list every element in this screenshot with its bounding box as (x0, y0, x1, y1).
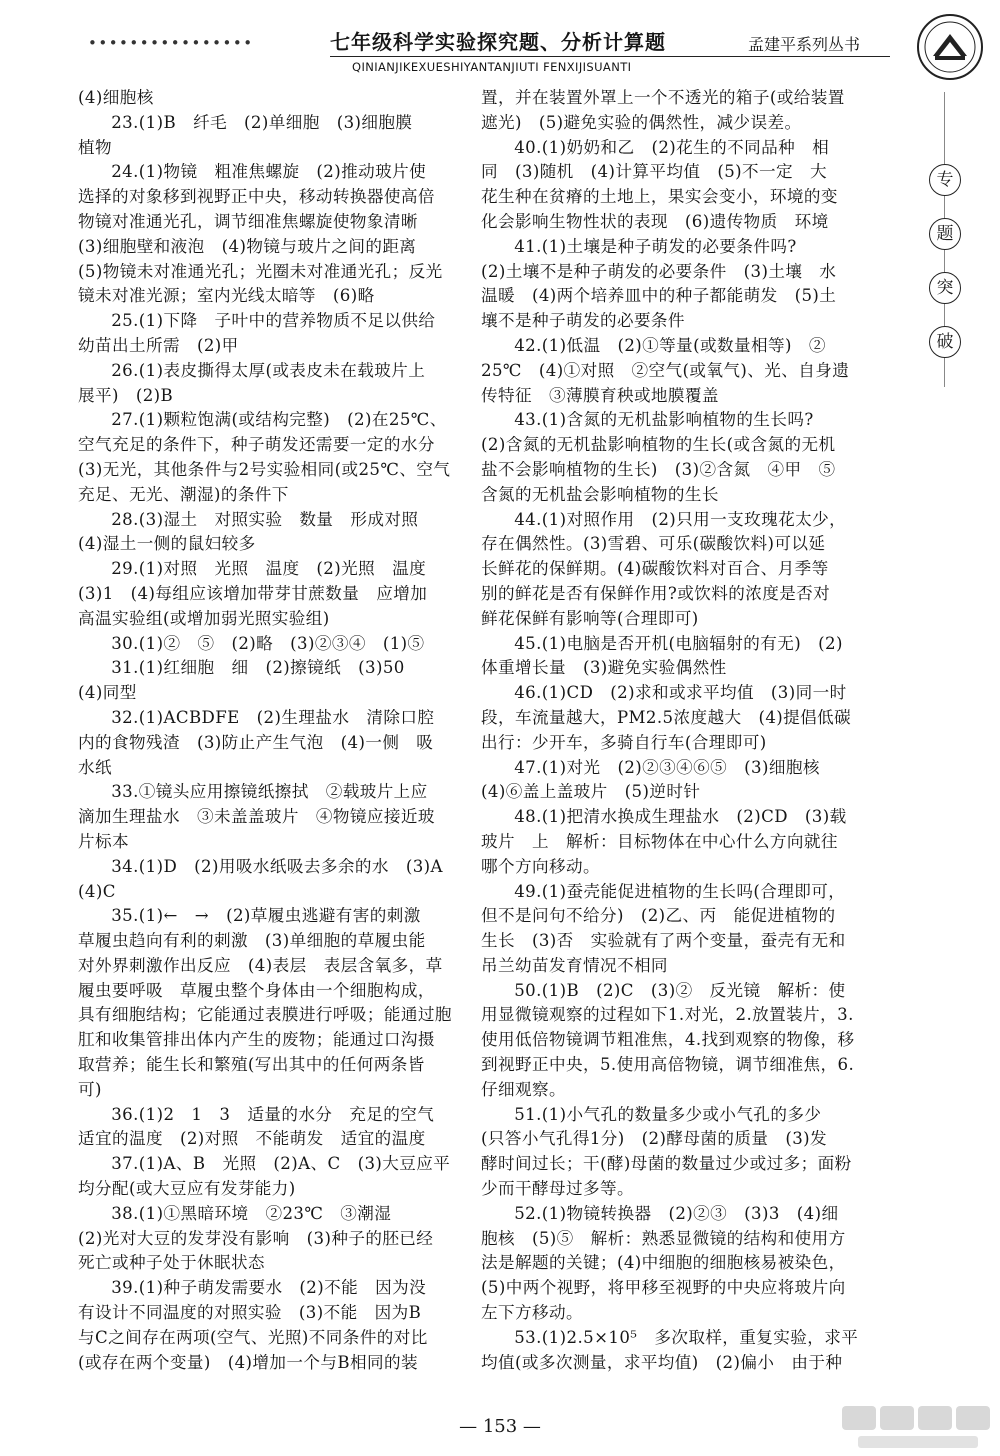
watermark-logo (838, 1402, 993, 1452)
answer-line: 存在偶然性。(3)雪碧、可乐(碳酸饮料)可以延 (481, 534, 826, 554)
answer-entry (481, 508, 891, 632)
answer-entry (78, 1276, 488, 1375)
answer-entry (78, 408, 488, 507)
answer-line: (4)C (78, 881, 116, 901)
answer-line: 高温实验组(或增加弱光照实验组) (78, 608, 330, 628)
answer-line: 死亡或种子处于休眠状态 (78, 1253, 265, 1273)
answer-entry (481, 1202, 891, 1326)
answer-entry (481, 1326, 891, 1376)
answer-entry (78, 160, 488, 309)
answer-line: (4)⑥盖上盖玻片 (5)逆时针 (481, 782, 701, 802)
answer-line: 体重增长量 (3)避免实验偶然性 (481, 658, 727, 678)
answer-line: 33.①镜头应用擦镜纸擦拭 ②载玻片上应 (111, 782, 428, 802)
answer-entry (78, 904, 488, 1102)
answer-line: 温暖 (4)两个培养皿中的种子都能萌发 (5)土 (481, 286, 837, 306)
left-answer-column (78, 86, 488, 1375)
answer-line: 45.(1)电脑是否开机(电脑辐射的有无) (2) (514, 633, 843, 653)
answer-line: 仔细观察。 (481, 1079, 566, 1099)
answer-line: 镜未对准光源；室内光线太暗等 (6)略 (78, 286, 375, 306)
answer-line: 39.(1)种子萌发需要水 (2)不能 因为没 (111, 1278, 427, 1298)
answer-line: 化会影响生物性状的表现 (6)遗传物质 环境 (481, 211, 829, 231)
answer-line: 取营养；能生长和繁殖(写出其中的任何两条皆 (78, 1055, 425, 1075)
answer-entry (78, 111, 488, 161)
answer-line: 生长 (3)否 实验就有了两个变量，蚕壳有无和 (481, 931, 846, 951)
answer-line: 酵时间过长；干(酵)母菌的数量过少或过多；面粉 (481, 1154, 852, 1174)
answer-line: 植物 (78, 137, 112, 157)
answer-entry (78, 656, 488, 706)
answer-line: 壤不是种子萌发的必要条件 (481, 311, 685, 331)
answer-line: (2)含氮的无机盐影响植物的生长(或含氮的无机 (481, 435, 836, 455)
answer-entry (78, 557, 488, 631)
sidebar-char: 突 (929, 272, 961, 304)
answer-line: 履虫要呼吸 草履虫整个身体由一个细胞构成， (78, 980, 435, 1000)
answer-line: 对外界刺激作出反应 (4)表层 表层含氧多，草 (78, 955, 443, 975)
answer-line: 与C之间存在两项(空气、光照)不同条件的对比 (78, 1327, 428, 1347)
answer-entry (78, 86, 488, 111)
answer-line: 43.(1)含氮的无机盐影响植物的生长吗? (514, 410, 814, 430)
answer-line: 有设计不同温度的对照实验 (3)不能 因为B (78, 1303, 422, 1323)
answer-entry (481, 681, 891, 755)
answer-line: 幼苗出土所需 (2)甲 (78, 335, 239, 355)
answer-line: (4)同型 (78, 683, 137, 703)
answer-line: 到视野正中央，5.使用高倍物镜，调节细准焦，6. (481, 1055, 855, 1075)
answer-line: 49.(1)蚕壳能促进植物的生长吗(合理即可， (514, 881, 846, 901)
answer-line: 哪个方向移动。 (481, 856, 600, 876)
answer-line: 37.(1)A、B 光照 (2)A、C (3)大豆应平 (111, 1154, 451, 1174)
answer-line: 44.(1)对照作用 (2)只用一支玫瑰花太少， (514, 509, 847, 529)
answer-line: 51.(1)小气孔的数量多少或小气孔的多少 (514, 1104, 822, 1124)
answer-line: 28.(3)湿土 对照实验 数量 形成对照 (111, 509, 419, 529)
answer-line: (只答小气孔得1分) (2)酵母菌的质量 (3)发 (481, 1129, 828, 1149)
answer-line: 53.(1)2.5×10⁵ 多次取样，重复实验，求平 (514, 1327, 859, 1347)
answer-entry (481, 235, 891, 334)
answer-line: 鲜花保鲜有影响等(合理即可) (481, 608, 699, 628)
series-name: 孟建平系列丛书 (748, 35, 861, 54)
answer-entry (78, 1202, 488, 1276)
answer-line: 34.(1)D (2)用吸水纸吸去多余的水 (3)A (111, 856, 443, 876)
answer-line: 长鲜花的保鲜期。(4)碳酸饮料对百合、月季等 (481, 559, 829, 579)
answer-line: 25℃ (4)①对照 ②空气(或氧气)、光、自身遗 (481, 360, 850, 380)
answer-line: 29.(1)对照 光照 温度 (2)光照 温度 (111, 559, 427, 579)
answer-line: (2)光对大豆的发芽没有影响 (3)种子的胚已经 (78, 1228, 434, 1248)
answer-line: 52.(1)物镜转换器 (2)②③ (3)3 (4)细 (514, 1203, 839, 1223)
answer-line: 38.(1)①黑暗环境 ②23℃ ③潮湿 (111, 1203, 392, 1223)
answer-entry (481, 632, 891, 682)
answer-line: 46.(1)CD (2)求和或求平均值 (3)同一时 (514, 683, 847, 703)
answer-entry (78, 309, 488, 359)
answer-entry (78, 780, 488, 854)
answer-line: 胞核 (5)⑤ 解析：熟悉显微镜的结构和使用方 (481, 1228, 846, 1248)
answer-line: (5)中两个视野，将甲移至视野的中央应将玻片向 (481, 1278, 846, 1298)
answer-line: 可) (78, 1079, 102, 1099)
right-answer-column (481, 86, 891, 1375)
section-sidebar (926, 150, 964, 380)
header-dots: •••••••••••••••• (88, 34, 254, 52)
answer-entry (78, 359, 488, 409)
answer-line: 肛和收集管排出体内产生的废物；能通过口沟摄 (78, 1030, 435, 1050)
answer-line: 空气充足的条件下，种子萌发还需要一定的水分 (78, 435, 435, 455)
answer-line: 47.(1)对光 (2)②③④⑥⑤ (3)细胞核 (514, 757, 820, 777)
answer-line: 26.(1)表皮撕得太厚(或表皮未在载玻片上 (111, 360, 426, 380)
answer-line: 25.(1)下降 子叶中的营养物质不足以供给 (111, 311, 436, 331)
answer-entry (78, 706, 488, 780)
answer-line: 法是解题的关键；(4)中细胞的细胞核易被染色， (481, 1253, 846, 1273)
answer-line: 42.(1)低温 (2)①等量(或数量相等) ② (514, 335, 826, 355)
answer-line: 草履虫趋向有利的刺激 (3)单细胞的草履虫能 (78, 931, 426, 951)
answer-line: 31.(1)红细胞 细 (2)擦镜纸 (3)50 (111, 658, 405, 678)
answer-line: 盐不会影响植物的生长) (3)②含氮 ④甲 ⑤ (481, 459, 836, 479)
answer-line: 35.(1)← → (2)草履虫逃避有害的刺激 (111, 906, 421, 926)
answer-line: 使用低倍物镜调节粗准焦，4.找到观察的物像，移 (481, 1030, 855, 1050)
answer-entry (481, 408, 891, 507)
header-title: 七年级科学实验探究题、分析计算题 (330, 30, 666, 54)
answer-line: 吊兰幼苗发育情况不相同 (481, 955, 668, 975)
answer-entry (481, 136, 891, 235)
answer-line: 玻片 上 解析：目标物体在中心什么方向就往 (481, 831, 838, 851)
answer-line: 均值(或多次测量，求平均值) (2)偏小 由于种 (481, 1352, 843, 1372)
answer-line: (3)1 (4)每组应该增加带芽甘蔗数量 应增加 (78, 583, 428, 603)
answer-line: 充足、无光、潮湿)的条件下 (78, 484, 289, 504)
answer-line: 置，并在装置外罩上一个不透光的箱子(或给装置 (481, 88, 845, 107)
answer-line: (2)土壤不是种子萌发的必要条件 (3)土壤 水 (481, 261, 837, 281)
answer-line: 41.(1)土壤是种子萌发的必要条件吗? (514, 236, 797, 256)
answer-line: 遮光) (5)避免实验的偶然性，减少误差。 (481, 112, 802, 132)
answer-entry (481, 86, 891, 136)
sidebar-char: 破 (929, 326, 961, 358)
answer-line: 23.(1)B 纤毛 (2)单细胞 (3)细胞膜 (111, 112, 413, 132)
answer-line: 物镜对准通光孔，调节细准焦螺旋使物象清晰 (78, 211, 418, 231)
answer-line: 少而干酵母过多等。 (481, 1179, 634, 1199)
answer-entry (481, 334, 891, 408)
answer-line: 花生种在贫瘠的土地上，果实会变小，环境的变 (481, 187, 838, 207)
header-subtitle: QINIANJIKEXUESHIYANTANJIUTI FENXIJISUANTI (352, 60, 632, 74)
answer-line: 30.(1)② ⑤ (2)略 (3)②③④ (1)⑤ (111, 633, 425, 653)
answer-line: 适宜的温度 (2)对照 不能萌发 适宜的温度 (78, 1129, 426, 1149)
header-rule (330, 56, 890, 57)
answer-line: (4)细胞核 (78, 88, 154, 107)
answer-line: 同 (3)随机 (4)计算平均值 (5)不一定 大 (481, 162, 828, 182)
answer-line: 32.(1)ACBDFE (2)生理盐水 清除口腔 (111, 707, 435, 727)
answer-line: 50.(1)B (2)C (3)② 反光镜 解析：使 (514, 980, 846, 1000)
answer-entry (78, 1103, 488, 1153)
answer-entry (78, 1152, 488, 1202)
answer-entry (481, 1103, 891, 1202)
answer-line: 27.(1)颗粒饱满(或结构完整) (2)在25℃、 (111, 410, 447, 430)
page-header (0, 0, 1000, 88)
answer-line: (或存在两个变量) (4)增加一个与B相同的装 (78, 1352, 418, 1372)
answer-entry (481, 979, 891, 1103)
answer-entry (78, 632, 488, 657)
answer-line: 40.(1)奶奶和乙 (2)花生的不同品种 相 (514, 137, 830, 157)
publisher-logo-icon (915, 12, 985, 82)
answer-entry (78, 508, 488, 558)
answer-line: 出行：少开车，多骑自行车(合理即可) (481, 732, 767, 752)
answer-line: (3)无光，其他条件与2号实验相同(或25℃、空气 (78, 459, 451, 479)
answer-entry (78, 855, 488, 905)
answer-line: 水纸 (78, 757, 112, 777)
answer-line: 片标本 (78, 831, 129, 851)
answer-line: 用显微镜观察的过程如下1.对光，2.放置装片，3. (481, 1005, 854, 1025)
answer-line: 展平) (2)B (78, 385, 174, 405)
answer-line: 含氮的无机盐会影响植物的生长 (481, 484, 719, 504)
answer-line: 左下方移动。 (481, 1303, 583, 1323)
answer-line: 但不是问句不给分) (2)乙、丙 能促进植物的 (481, 906, 836, 926)
answer-line: 内的食物残渣 (3)防止产生气泡 (4)一侧 吸 (78, 732, 434, 752)
answer-line: (5)物镜未对准通光孔；光圈未对准通光孔；反光 (78, 261, 443, 281)
answer-line: 传特征 ③薄膜育秧或地膜覆盖 (481, 385, 719, 405)
answer-entry (481, 880, 891, 979)
answer-line: 48.(1)把清水换成生理盐水 (2)CD (3)载 (514, 807, 847, 827)
answer-entry (481, 756, 891, 806)
answer-line: 选择的对象移到视野正中央，移动转换器使高倍 (78, 187, 435, 207)
sidebar-char: 题 (929, 218, 961, 250)
answer-line: 段，车流量越大，PM2.5浓度越大 (4)提倡低碳 (481, 707, 852, 727)
sidebar-char: 专 (929, 164, 961, 196)
answer-line: 别的鲜花是否有保鲜作用?或饮料的浓度是否对 (481, 583, 831, 603)
answer-entry (481, 805, 891, 879)
answer-line: 24.(1)物镜 粗准焦螺旋 (2)推动玻片使 (111, 162, 427, 182)
answer-line: (4)湿土一侧的鼠妇较多 (78, 534, 256, 554)
page-number: — 153 — (459, 1416, 541, 1437)
answer-line: (3)细胞壁和液泡 (4)物镜与玻片之间的距离 (78, 236, 417, 256)
answer-line: 滴加生理盐水 ③未盖盖玻片 ④物镜应接近玻 (78, 807, 435, 827)
answer-line: 均分配(或大豆应有发芽能力) (78, 1179, 296, 1199)
answer-line: 36.(1)2 1 3 适量的水分 充足的空气 (111, 1104, 435, 1124)
answer-line: 具有细胞结构；它能通过表膜进行呼吸；能通过胞 (78, 1005, 452, 1025)
